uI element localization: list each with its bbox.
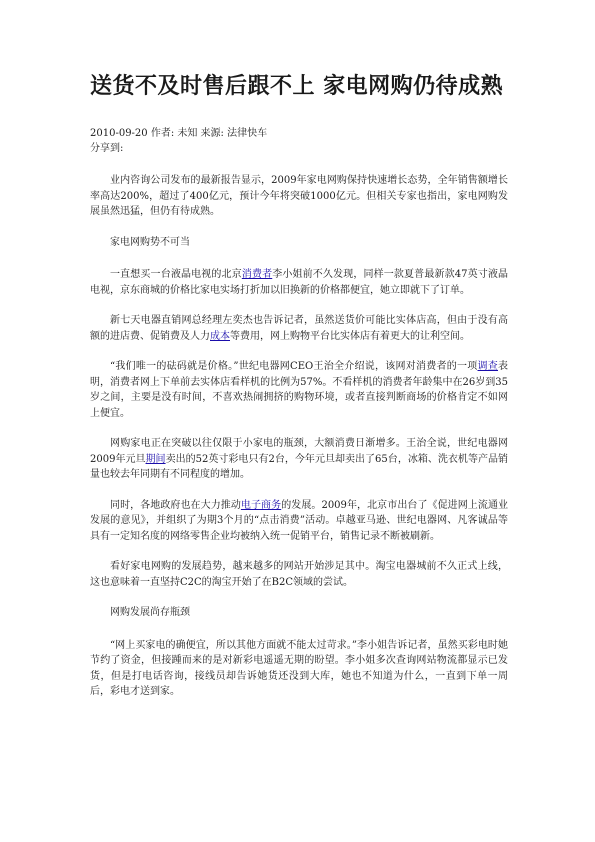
article-title: 送货不及时售后跟不上 家电网购仍待成熟 <box>90 74 504 99</box>
paragraph-text: 网购发展尚存瓶颈 <box>110 607 190 618</box>
section-heading <box>90 235 508 251</box>
paragraph-text: “网上买家电的确便宜，所以其他方面就不能太过苛求。”李小姐告诉记者，虽然买彩电时她节约了资金，但接踵而来的是对新彩电遥遥无期的盼望。李小姐多次查询网站物流都显示已发货，但是打电话咨询，接线员却告诉她货还没到大库，她也不知道为什么，一直到下单一周后，彩电才送到家。 <box>90 639 508 697</box>
body-paragraph <box>90 173 508 220</box>
meta-line: 2010-09-20 作者: 未知 来源: 法律快车 <box>90 128 268 139</box>
body-paragraph <box>90 559 508 590</box>
article-body <box>90 173 508 700</box>
paragraph-text: “我们唯一的砝码就是价格。”世纪电器网CEO王治全介绍说，该网对消费者的一项 <box>110 361 478 372</box>
paragraph-text: 卖出的52英寸彩电只有2台，今年元旦却卖出了65台，冰箱、洗衣机等产品销量也较去年同期有不同程度的增加。 <box>90 453 509 480</box>
share-label: 分享到: <box>90 143 124 154</box>
paragraph-text: 一直想买一台液晶电视的北京 <box>110 269 242 280</box>
inline-link[interactable]: 电子商务 <box>240 499 282 511</box>
paragraph-text: 新七天电器直销网总经理左奕杰也告诉记者，虽然送货价可能比实体店高，但由于没有高额的进店费、促销费及人力 <box>90 315 508 342</box>
body-paragraph <box>90 498 508 545</box>
paragraph-text: 表明，消费者网上下单前去实体店看样机的比例为57%。不看样机的消费者年龄集中在26岁到35岁之间，主要是没有时间，不喜欢热闹拥挤的购物环境，或者直接判断商场的价格肯定不如网上便宜。 <box>90 361 509 419</box>
body-paragraph <box>90 436 508 483</box>
paragraph-text: 的发展。2009年，北京市出台了《促进网上流通业发展的意见》，并组织了为期3个月的“点击消费”活动。卓越亚马逊、世纪电器网、凡客诚品等具有一定知名度的网络零售企业均被纳入统一促销平台，销售记录不断被刷新。 <box>90 499 509 542</box>
article <box>90 70 508 715</box>
paragraph-text: 同时，各地政府也在大力推动 <box>110 499 241 511</box>
paragraph-text: 网购家电正在突破以往仅限于小家电的瓶颈，大额消费日渐增多。王治全说，世纪电器网2009年元旦 <box>90 438 508 465</box>
inline-link[interactable]: 消费者 <box>241 269 273 280</box>
inline-link[interactable]: 期间 <box>145 453 166 465</box>
paragraph-text: 看好家电网购的发展趋势，越来越多的网站开始涉足其中。淘宝电器城前不久正式上线，这也意味着一直坚持C2C的淘宝开始了在B2C领域的尝试。 <box>90 561 508 588</box>
paragraph-text: 家电网购势不可当 <box>110 236 190 248</box>
body-paragraph <box>90 313 508 344</box>
paragraph-text: 业内咨询公司发布的最新报告显示，2009年家电网购保持快速增长态势，全年销售额增长率高达200%，超过了400亿元，预计今年将突破1000亿元。但相关专家也指出，家电网购发展虽然迅猛，但仍有待成熟。 <box>90 175 508 217</box>
body-paragraph <box>90 267 508 298</box>
inline-link[interactable]: 成本 <box>210 330 230 342</box>
body-paragraph <box>90 638 508 700</box>
paragraph-text: 李小姐前不久发现，同样一款夏普最新款47英寸液晶电视，京东商城的价格比家电实场打折加以旧换新的价格都便宜，她立即就下了订单。 <box>90 269 509 296</box>
section-heading <box>90 605 508 621</box>
body-paragraph <box>90 359 508 421</box>
paragraph-text: 等费用，网上购物平台比实体店有着更大的让利空间。 <box>230 330 470 342</box>
article-meta <box>90 126 508 156</box>
inline-link[interactable]: 调查 <box>477 361 499 372</box>
